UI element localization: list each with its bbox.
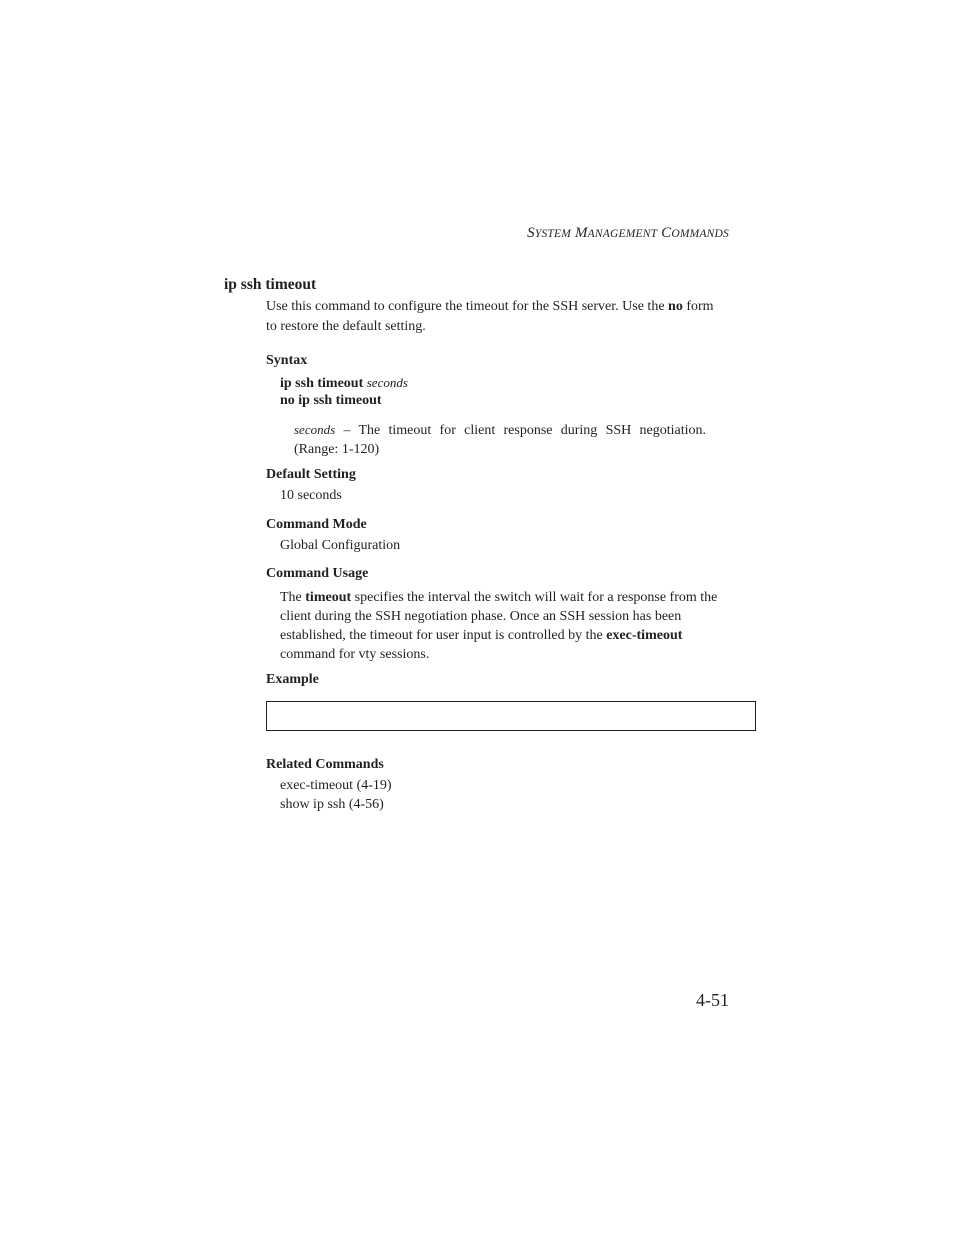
- syntax-parameter: seconds: [366, 375, 408, 390]
- default-setting-heading: Default Setting: [266, 467, 356, 482]
- usage-text: specifies the interval the switch will wait for a response from the client during the SSH negotiation phase. Once an SSH session has been established, the timeout for user input is controlled by the: [280, 590, 718, 643]
- parameter-name: seconds: [294, 422, 336, 437]
- related-command-item: show ip ssh (4-56): [280, 797, 384, 812]
- description-text: Use this command to configure the timeout for the SSH server. Use the: [266, 299, 665, 314]
- syntax-command: ip ssh timeout: [280, 376, 364, 391]
- page-number: 4-51: [696, 990, 729, 1010]
- running-head-smallcaps: OMMANDS: [671, 228, 729, 240]
- usage-text: The: [280, 590, 302, 605]
- running-head-cap: C: [661, 225, 672, 241]
- example-heading: Example: [266, 672, 319, 687]
- command-description: [266, 297, 726, 337]
- command-usage-text: [280, 588, 730, 664]
- command-mode-heading: Command Mode: [266, 517, 367, 532]
- syntax-heading: Syntax: [266, 353, 308, 368]
- usage-text: command for vty sessions.: [280, 647, 430, 662]
- syntax-line-2: no ip ssh timeout: [280, 393, 382, 408]
- running-head-smallcaps: ANAGEMENT: [587, 228, 658, 240]
- description-text: form to restore the default setting.: [266, 299, 714, 334]
- related-command-item: exec-timeout (4-19): [280, 778, 392, 793]
- default-setting-value: 10 seconds: [280, 488, 342, 503]
- command-usage-heading: Command Usage: [266, 566, 369, 581]
- running-head-cap: S: [527, 225, 535, 241]
- running-head-smallcaps: YSTEM: [534, 228, 572, 240]
- usage-bold-exec-timeout: exec-timeout: [606, 628, 683, 643]
- description-bold-no: no: [668, 299, 683, 314]
- parameter-text: – The timeout for client response during SSH negotiation. (Range: 1-120): [294, 423, 707, 457]
- syntax-line-1: [280, 375, 408, 392]
- usage-bold-timeout: timeout: [305, 590, 352, 605]
- related-commands-heading: Related Commands: [266, 757, 384, 772]
- example-code-box: [266, 701, 756, 731]
- parameter-description: [294, 420, 706, 459]
- running-head: [527, 225, 729, 242]
- command-title: ip ssh timeout: [224, 276, 317, 293]
- running-head-cap: M: [574, 225, 588, 241]
- command-mode-value: Global Configuration: [280, 538, 401, 553]
